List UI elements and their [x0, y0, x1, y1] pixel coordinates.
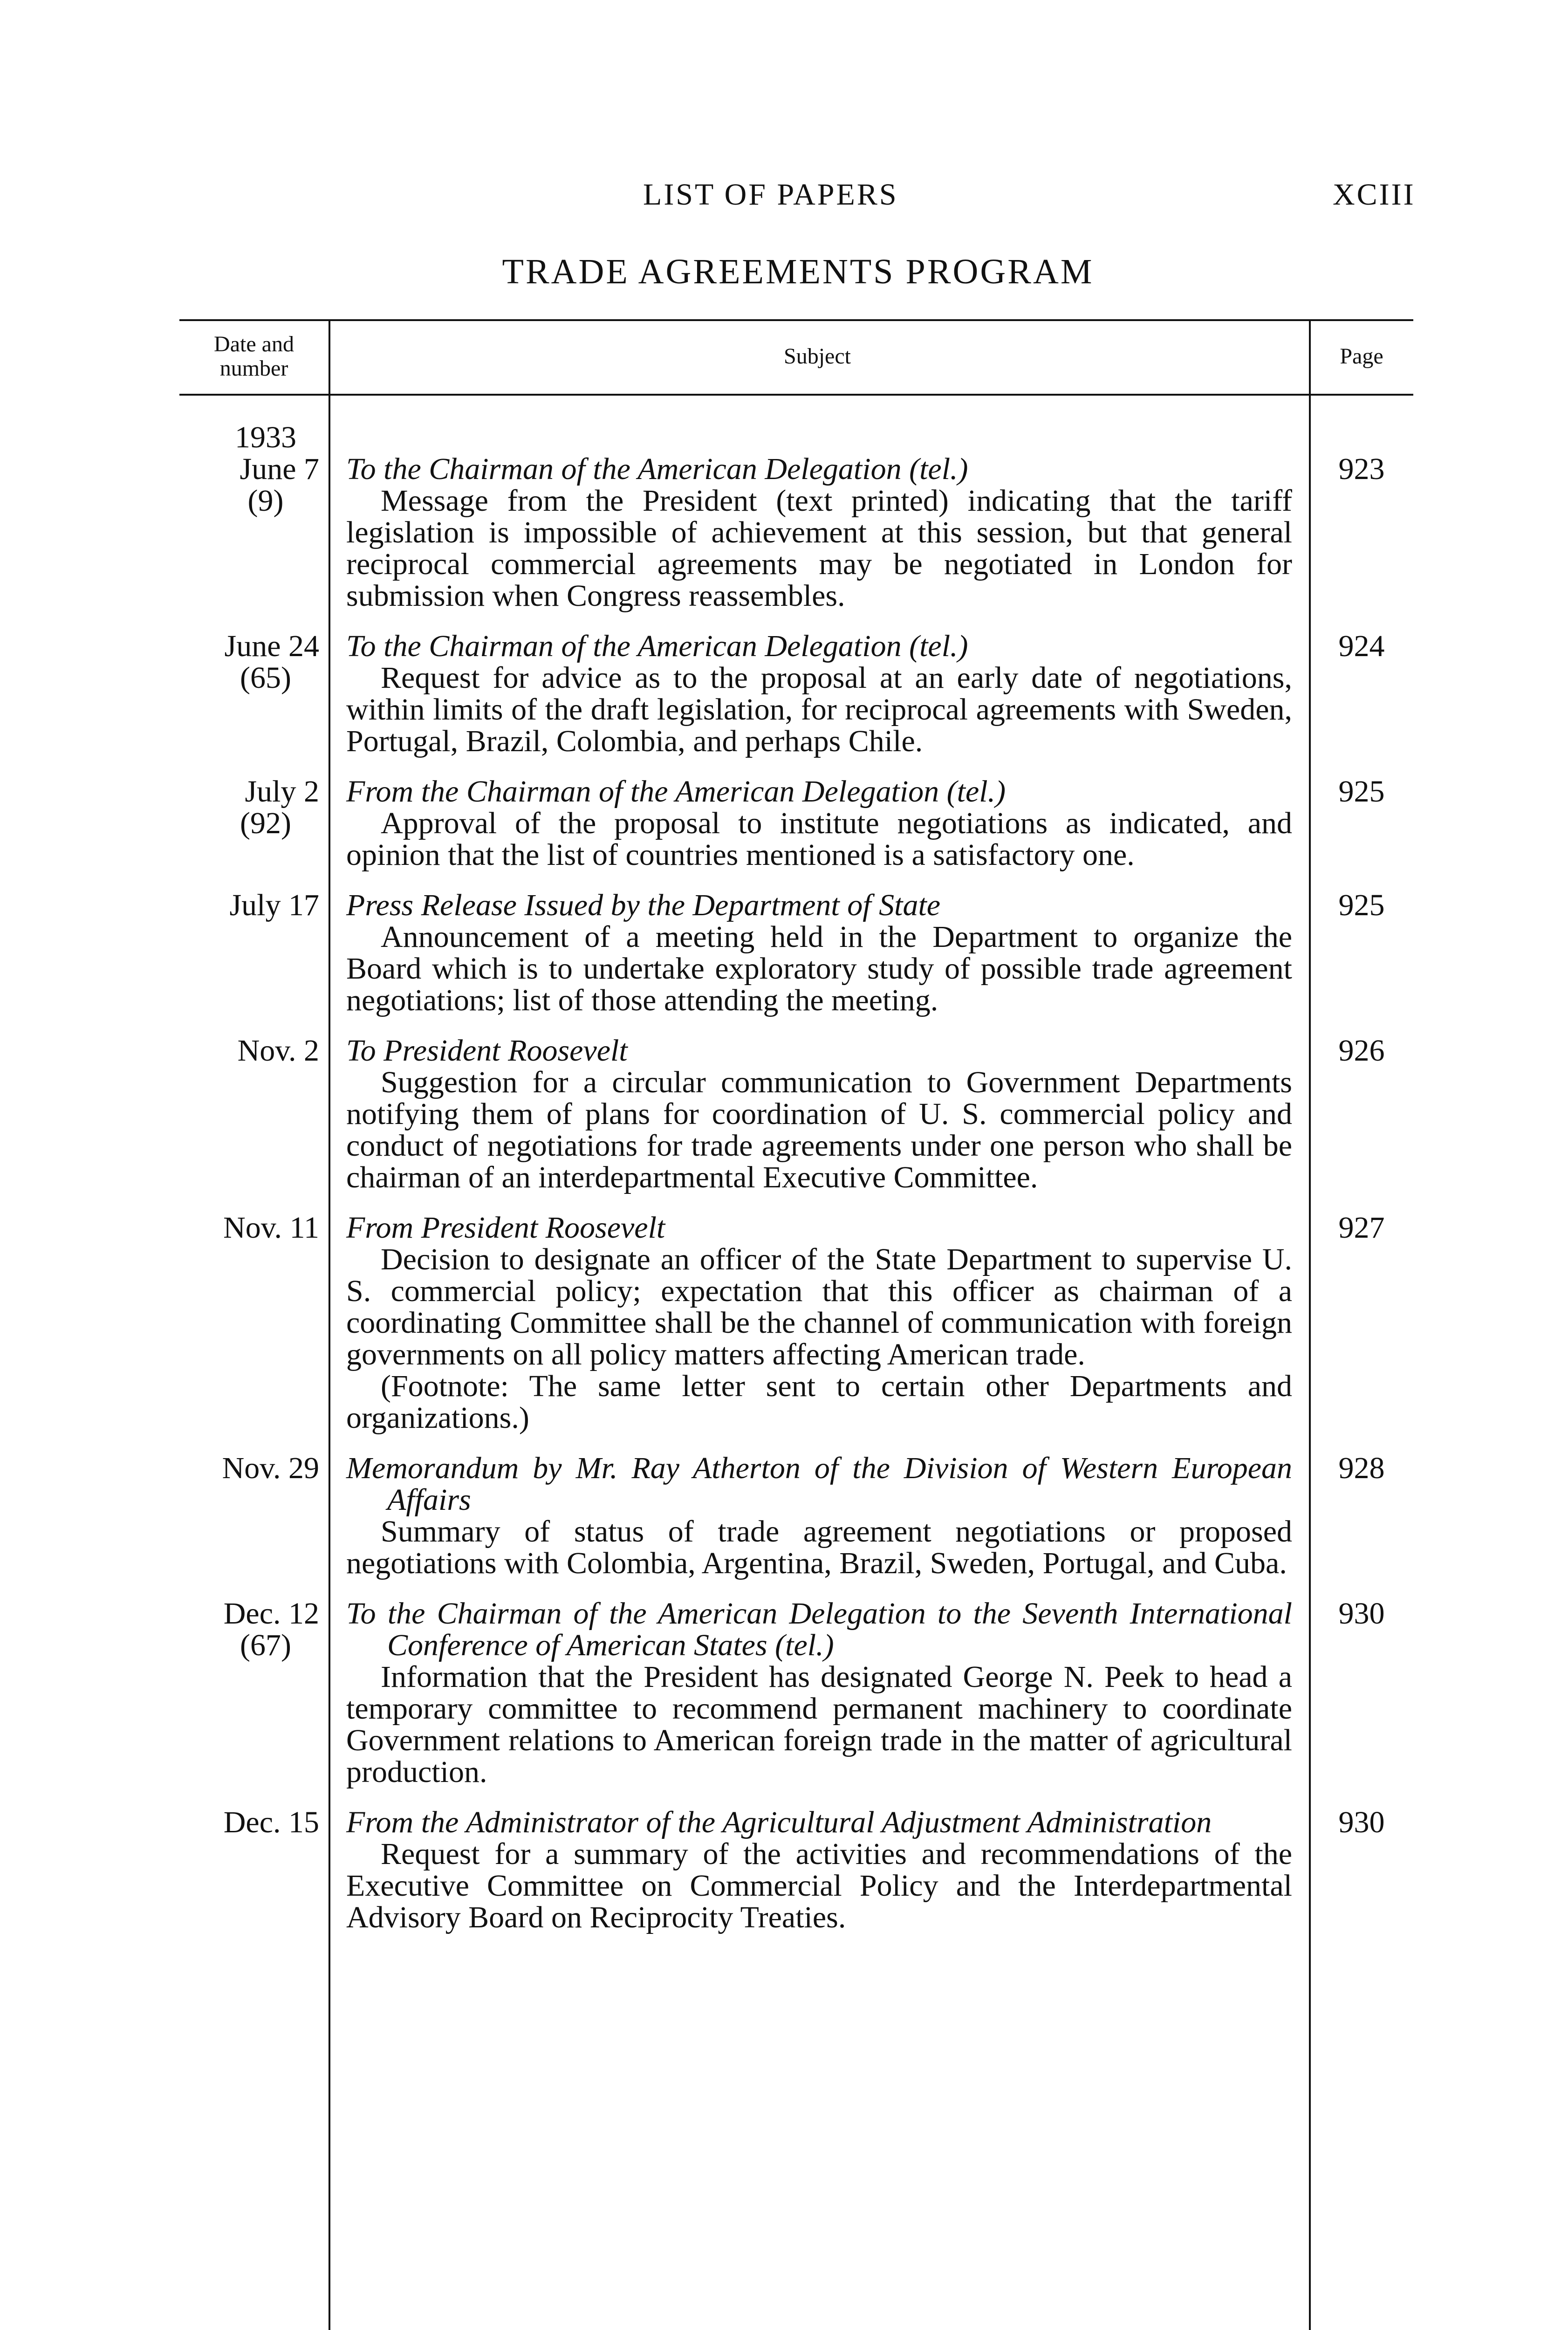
entry-title: To the Chairman of the American Delegation (tel.): [346, 452, 968, 486]
list-item: [179, 1212, 1413, 1434]
entry-description: Approval of the proposal to institute negotiations as indicated, and opinion that the list of countries mentioned is a satisfactory one.: [346, 806, 1292, 872]
entry-page: 923: [1338, 452, 1385, 486]
entry-date-cell: [179, 1453, 319, 1484]
entry-title: From the Chairman of the American Delegation (tel.): [346, 774, 1006, 809]
header-bottom-rule: [179, 394, 1413, 396]
list-item: [179, 1035, 1413, 1193]
entry-title: From President Roosevelt: [346, 1211, 665, 1245]
entry-description: Decision to designate an officer of the State Department to supervise U. S. commercial policy; expectation that this officer as chairman of a coordinating Committee shall be the channel of communication with foreign governments on all policy matters affecting American trade.: [346, 1242, 1292, 1371]
entry-title: To the Chairman of the American Delegation (tel.): [346, 629, 968, 663]
entry-page: 930: [1338, 1597, 1385, 1631]
entry-date: Nov. 29: [222, 1451, 319, 1485]
entry-subject-cell: [346, 890, 1292, 1016]
list-item: [179, 890, 1413, 1016]
entry-description: Message from the President (text printed) indicating that the tariff legislation is impossible of achievement at this session, but that general reciprocal commercial agreements may be negotiated in London for submission when Congress reassembles.: [346, 484, 1292, 613]
entry-subject-cell: [346, 422, 1292, 612]
entry-number: (9): [247, 484, 284, 518]
entry-description: Suggestion for a circular communication to Government Departments notifying them of plans for coordination of U. S. commercial policy and conduct of negotiations for trade agreements under one person who shall be chairman of an interdepartmental Executive Committee.: [346, 1065, 1292, 1194]
entry-date: June 24: [224, 629, 319, 663]
entry-date-cell: [179, 1598, 319, 1661]
list-item: [179, 1453, 1413, 1579]
header-subject: Subject: [784, 344, 851, 369]
entry-date-cell: [179, 422, 319, 517]
entry-subject-cell: [346, 1453, 1292, 1579]
entry-subject-cell: [346, 776, 1292, 871]
entry-page: 925: [1338, 888, 1385, 922]
entry-number: (92): [240, 806, 291, 840]
entry-description: Summary of status of trade agreement negotiations or proposed negotiations with Colombia, Argentina, Brazil, Sweden, Portugal, and Cuba.: [346, 1514, 1292, 1580]
entry-subject-cell: [346, 1807, 1292, 1933]
entry-year: 1933: [235, 420, 296, 454]
entry-subject-cell: [346, 1212, 1292, 1434]
entry-date-cell: [179, 630, 319, 694]
entry-title: To President Roosevelt: [346, 1034, 628, 1068]
entry-page: 927: [1338, 1211, 1385, 1245]
entry-description: Request for a summary of the activities and recommendations of the Executive Committee on Commercial Policy and the Interdepartmental Advisory Board on Reciprocity Treaties.: [346, 1837, 1292, 1934]
list-item: [179, 776, 1413, 871]
entry-footnote: (Footnote: The same letter sent to certain other Departments and organizations.): [346, 1369, 1292, 1435]
entry-description: Information that the President has designated George N. Peek to head a temporary committee to recommend permanent machinery to coordinate Government relations to American foreign trade in the matter of agricultural production.: [346, 1660, 1292, 1789]
entry-number: (67): [240, 1628, 291, 1662]
entry-page: 930: [1338, 1805, 1385, 1839]
entry-title: Memorandum by Mr. Ray Atherton of the Division of Western European Affairs: [346, 1451, 1292, 1517]
entries-list: [179, 422, 1413, 1952]
running-title: LIST OF PAPERS: [643, 178, 898, 212]
entry-date-cell: [179, 1807, 319, 1838]
entry-date: June 7: [240, 452, 319, 486]
entry-date-cell: [179, 776, 319, 839]
list-item: [179, 630, 1413, 757]
entry-date: July 17: [229, 888, 319, 922]
entry-date: Nov. 2: [237, 1034, 319, 1068]
entry-subject-cell: [346, 1598, 1292, 1788]
entry-date-cell: [179, 890, 319, 921]
entry-description: Announcement of a meeting held in the Department to organize the Board which is to undertake exploratory study of possible trade agreement negotiations; list of those attending the meeting.: [346, 920, 1292, 1017]
entry-title: From the Administrator of the Agricultural Adjustment Administration: [346, 1805, 1212, 1839]
entry-date: Nov. 11: [223, 1211, 319, 1245]
header-date: Date and number: [214, 332, 294, 381]
entry-number: (65): [240, 661, 291, 695]
entry-description: Request for advice as to the proposal at an early date of negotiations, within limits of the draft legislation, for reciprocal agreements with Sweden, Portugal, Brazil, Colombia, and perhaps Chile.: [346, 661, 1292, 758]
list-item: [179, 422, 1413, 612]
page-folio: XCIII: [1333, 178, 1416, 212]
entry-page: 925: [1338, 774, 1385, 809]
entry-title: To the Chairman of the American Delegation to the Seventh International Conference of American States (tel.): [346, 1597, 1292, 1662]
entry-page: 926: [1338, 1034, 1385, 1068]
entry-title: Press Release Issued by the Department of State: [346, 888, 941, 922]
entry-date-cell: [179, 1212, 319, 1244]
entry-subject-cell: [346, 630, 1292, 757]
list-item: [179, 1598, 1413, 1788]
entry-page: 928: [1338, 1451, 1385, 1485]
section-title: TRADE AGREEMENTS PROGRAM: [502, 252, 1094, 291]
entry-subject-cell: [346, 1035, 1292, 1193]
running-head: [0, 177, 1568, 219]
entry-date: Dec. 12: [223, 1597, 319, 1631]
entry-date: Dec. 15: [223, 1805, 319, 1839]
entry-date: July 2: [245, 774, 319, 809]
list-item: [179, 1807, 1413, 1933]
entry-date-cell: [179, 1035, 319, 1067]
entry-page: 924: [1338, 629, 1385, 663]
header-page: Page: [1340, 344, 1383, 369]
